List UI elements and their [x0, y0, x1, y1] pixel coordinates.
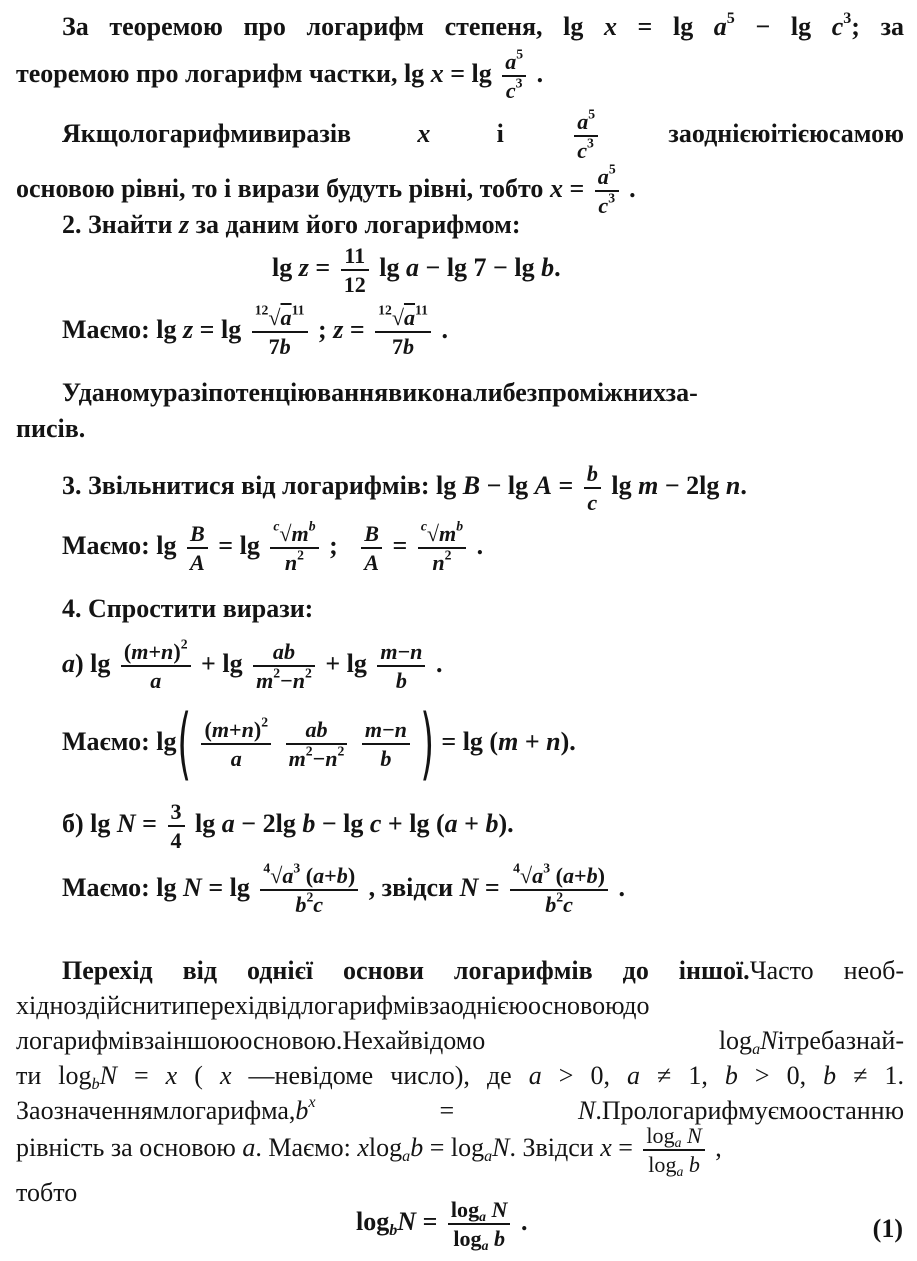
expression-b: б) lg N = $\frac{3}{4}$ lg a − 2lg b − lg c + lg (a + b).	[62, 799, 514, 854]
problem-3: 3. Звільнитися від логарифмів: lg B − lg A = $\frac{b}{c}$ lg m − 2lg n.	[62, 461, 747, 516]
text-line: За теоремою про логарифм степеня, $\lg x = \lg a^5 - \lg c^3$; за	[62, 9, 905, 41]
text-line: Маємо: lg N = lg $\frac{^4√a^3 (a+b)}{b^2c}$ , звідси N = $\frac{^4√a^3 (a+b)}{b^2c}$ .	[62, 860, 625, 918]
formula-1: $\log_bN$ = $\frac{\log_a N}{\log_a b}$ .	[356, 1197, 528, 1254]
text-line: хідноздійснитиперехідвідлогарифмівзаоднієюосновоюдо	[16, 991, 650, 1020]
text-line: теоремою про логарифм частки, lg x = lg $\frac{a^5}{c^3}$ .	[16, 46, 544, 104]
expression-a: а) lg $\frac{(m+n)^2}{a}$ + lg $\frac{ab}{m^2-n^2}$ + lg $\frac{m-n}{b}$ .	[62, 636, 443, 694]
text-line: писів.	[16, 414, 86, 443]
text-line: основою рівні, то і вирази будуть рівні, тобто x = $\frac{a^5}{c^3}$ .	[16, 161, 636, 219]
text-line: Уданомуразіпотенціюваннявиконалибезпроміжнихза-	[62, 378, 698, 407]
formula: lg z = $\frac{11}{12}$ lg a − lg 7 − lg b.	[272, 243, 561, 298]
section-heading-line: Перехід від однієї основи логарифмів до іншої.Часто необ-	[62, 956, 905, 985]
text-line: $Заозначеннямлогарифма,b^x$ = N.Прологарифмуємоостанню	[16, 1093, 904, 1125]
text-line: ти $\log_bN = x$ ( x —невідоме число), де a > 0, a ≠ 1, b > 0, b ≠ 1.	[16, 1061, 904, 1093]
text-line: Якщологарифмивиразів x і $\frac{a^5}{c^3}$ заоднієюітієюсамою	[62, 106, 904, 164]
problem-4-heading: 4. Спростити вирази:	[62, 594, 314, 623]
text-line: рівність за основою a. Маємо: $xlog_ab = \log_aN$. Звідси x = $\frac{\log_a N}{\log_a b}$ ,	[16, 1123, 722, 1180]
text-line: логарифмівзаіншоюосновою.Нехайвідомо $\log_aNітребазнай-$	[16, 1026, 904, 1058]
problem-2-heading: 2. Знайти z за даним його логарифмом:	[62, 210, 521, 239]
equation-number: (1)	[872, 1214, 903, 1243]
text-line: Маємо: lg z = lg $\frac{^{12}√a^{11}}{7b}$ ; z = $\frac{^{12}√a^{11}}{7b}$ .	[62, 302, 448, 360]
text-line: тобто	[16, 1178, 78, 1207]
text-line: Маємо: lg $\frac{B}{A}$ = lg $\frac{^c√m^b}{n^2}$ ; $\frac{B}{A}$ = $\frac{^c√m^b}{n^2}$ .	[62, 518, 484, 576]
text-line: Маємо: lg( $\frac{(m+n)^2}{a}$ $\frac{ab}{m^2-n^2}$ $\frac{m-n}{b}$ ) = lg (m + n).	[62, 699, 576, 790]
